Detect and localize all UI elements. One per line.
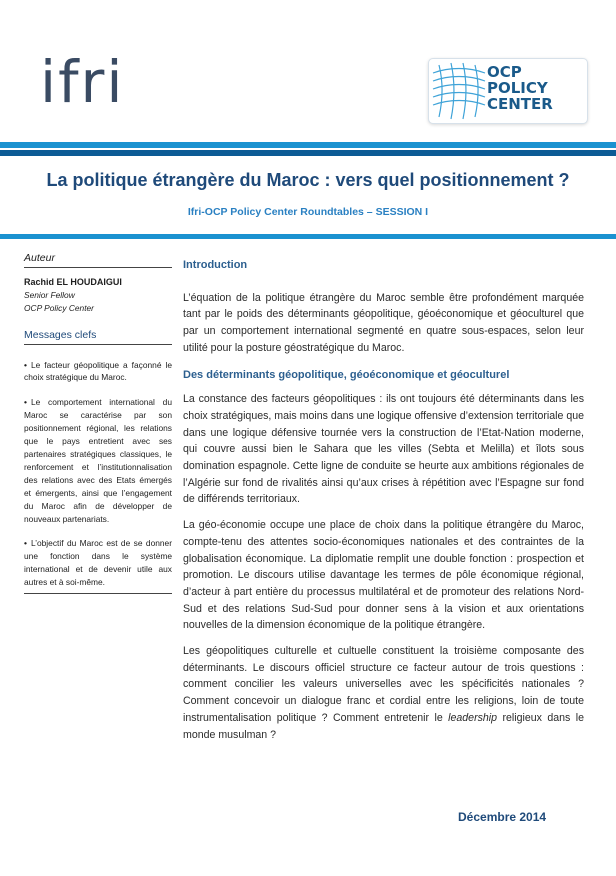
document-title: La politique étrangère du Maroc : vers quel positionnement ?	[46, 170, 570, 190]
ocp-logo-text: OCP POLICY CENTER	[487, 63, 553, 113]
emphasized-term: leadership	[448, 711, 498, 724]
bullet-icon: •	[24, 359, 27, 370]
document-subtitle: Ifri-OCP Policy Center Roundtables – SESSION I	[187, 206, 429, 218]
paragraph-text: Les géopolitiques culturelle et cultuelle constituent la troisième composante des déterminants. Le discours officiel structure ce facteur autour de trois questions : comment concilier les valeurs universelles avec les spécificités nationales ? Comment concevoir un dialogue franc et cordial entre les religions, loin de toute instrumentalisation politique ? Comment entretenir le	[183, 645, 584, 724]
body-paragraph	[183, 643, 584, 743]
body-paragraph: La constance des facteurs géopolitiques : ils ont toujours été déterminants dans les choix stratégiques, mais moins dans une logique offensive d’extension territoriale que dans une logique défensive tournée vers la construction de l’Etat-Nation moderne, qui couvre aussi bien le Sahara que les villes (Sebta et Melilla) et îlots sous domination espagnole. Cette ligne de conduite se heurte aux ambitions régionales de l’Algérie sur fond de rivalités ainsi qu’aux crises à répétition avec l’Espagne sur fond de différends territoriaux.	[183, 393, 584, 506]
ifri-logo: ifri	[40, 48, 125, 116]
key-message-text: L’objectif du Maroc est de se donner une fonction dans le système international et de devenir utile aux autres et à soi-même.	[24, 538, 172, 588]
bullet-icon: •	[24, 538, 27, 549]
publication-date: Décembre 2014	[458, 810, 547, 824]
key-message-text: Le facteur géopolitique a façonné le choix stratégique du Maroc.	[24, 359, 172, 383]
key-message	[24, 537, 172, 594]
section-heading: Des déterminants géopolitique, géoéconomique et géoculturel	[183, 368, 510, 381]
introduction-heading: Introduction	[183, 259, 248, 271]
author-heading: Auteur	[24, 252, 172, 268]
introduction-paragraph: L’équation de la politique étrangère du Maroc semble être profondément marquée tant par le poids des déterminants géopolitique, géoéconomique et géoculturel que par un comportement international segmenté en quatre sous-espaces, selon leur utilité pour la posture géostratégique du Maroc.	[183, 291, 584, 354]
title-band	[0, 234, 616, 239]
paragraph-text: religieux dans le monde musulman ?	[183, 711, 584, 741]
author-org: OCP Policy Center	[24, 302, 94, 313]
sidebar	[24, 252, 172, 606]
main-content	[183, 257, 584, 752]
bullet-icon: •	[24, 397, 27, 408]
author-name: Rachid EL HOUDAIGUI	[24, 276, 122, 287]
ocp-policy-center-logo	[428, 58, 588, 124]
key-message-text: Le comportement international du Maroc se caractérise par son positionnement régional, les relations que le pays entretient avec ses partenaires stratégiques classiques, le renforcement et l’institutionnalisation des relations avec des Etats émergés et émergents, ainsi que l’engagement du Maroc afin de développer de nouveaux partenariats.	[24, 397, 172, 524]
key-message	[24, 396, 172, 525]
key-messages-list	[24, 359, 172, 595]
messages-heading: Messages clefs	[24, 329, 172, 345]
body-paragraph: La géo-économie occupe une place de choix dans la politique étrangère du Maroc, compte-tenu des attentes socio-économiques nationales et des contraintes de la globalisation économique. La diplomatie remplit une double fonction : prospection et promotion. Le discours utilise davantage les termes de pôle économique régional, d’acteur à part entière du processus multilatéral et de promoteur des relations Nord-Sud et des relations Sud-Sud pour donner sens à la vision et aux orientations nouvelles de la dimension économique de la politique étrangère.	[183, 519, 584, 632]
key-message	[24, 359, 172, 385]
author-role: Senior Fellow	[24, 289, 75, 300]
header-band	[0, 142, 616, 156]
